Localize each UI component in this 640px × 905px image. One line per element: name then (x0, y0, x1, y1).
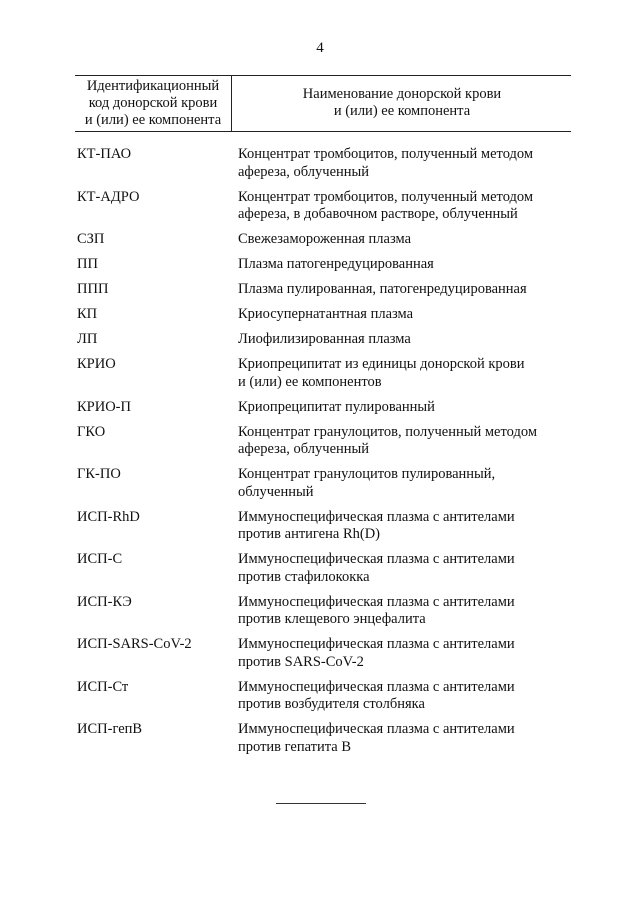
component-name-line: афереза, облученный (238, 163, 370, 180)
component-code: ГК-ПО (77, 466, 121, 482)
component-name-line: Иммуноспецифическая плазма с антителами (238, 551, 515, 567)
header-code-column (75, 76, 232, 131)
table-row (77, 466, 571, 501)
table-row (77, 509, 571, 544)
component-name (238, 331, 571, 349)
table-row (77, 636, 571, 671)
component-name-line: против антигена Rh(D) (238, 526, 380, 542)
component-name-line: Иммуноспецифическая плазма с антителами (238, 636, 515, 652)
header-code-line: Идентификационный (86, 78, 220, 94)
component-name-line: Криопреципитат из единицы донорской крови (238, 356, 525, 372)
component-name-line: Криосупернатантная плазма (238, 306, 414, 322)
component-name-line: афереза, в добавочном растворе, облученный (238, 206, 518, 222)
table-row (77, 331, 571, 349)
header-name-line: и (или) ее компонента (333, 103, 471, 119)
component-name-line: Иммуноспецифическая плазма с антителами (238, 678, 515, 695)
table-row (77, 256, 571, 274)
component-name (238, 231, 571, 249)
component-name-line: и (или) ее компонентов (238, 373, 382, 390)
component-name (238, 399, 571, 417)
table-row (77, 189, 571, 224)
component-code: КРИО-П (77, 398, 131, 415)
table-row (77, 551, 571, 586)
component-name-line: Плазма пулированная, патогенредуцированная (238, 281, 527, 297)
component-name-line: Криопреципитат пулированный (238, 398, 435, 415)
component-name-line: Концентрат тромбоцитов, полученный методом (238, 146, 534, 162)
component-name-line: против возбудителя столбняка (238, 696, 425, 712)
component-code: КП (77, 306, 98, 322)
component-code: КТ-ПАО (77, 146, 132, 162)
component-code: ЛП (77, 331, 98, 347)
table-row (77, 424, 571, 459)
component-name-line: Иммуноспецифическая плазма с антителами (238, 508, 515, 525)
component-code: ПП (77, 256, 98, 272)
component-name-line: Концентрат гранулоцитов, полученный методом (238, 423, 537, 440)
component-name (238, 636, 571, 671)
component-code: ИСП-С (77, 551, 123, 567)
component-name-line: Концентрат гранулоцитов пулированный, (238, 466, 496, 482)
component-name (238, 509, 571, 544)
component-name (238, 281, 571, 299)
component-name (238, 256, 571, 274)
component-name-line: против стафилококка (238, 568, 370, 585)
component-name-line: Иммуноспецифическая плазма с антителами (238, 593, 515, 610)
table-row (77, 356, 571, 391)
component-name-line: Свежезамороженная плазма (238, 231, 412, 247)
component-name (238, 356, 571, 391)
component-name-line: Иммуноспецифическая плазма с антителами (238, 721, 515, 737)
header-code-line: код донорской крови (88, 95, 218, 111)
table-row (77, 146, 571, 181)
component-code: ППП (77, 281, 109, 297)
component-code: ИСП-SARS-CoV-2 (77, 636, 192, 652)
table-body (77, 146, 571, 764)
table-row (77, 721, 571, 756)
component-name-line: облученный (238, 483, 314, 500)
table-row (77, 306, 571, 324)
table-row (77, 231, 571, 249)
component-name-line: против гепатита В (238, 738, 351, 755)
table-row (77, 594, 571, 629)
header-name-line: Наименование донорской крови (302, 86, 502, 102)
component-code: КРИО (77, 356, 116, 372)
component-name (238, 189, 571, 224)
component-name-line: афереза, облученный (238, 441, 370, 457)
component-name (238, 146, 571, 181)
header-code-line: и (или) ее компонента (84, 112, 222, 128)
component-name-line: против клещевого энцефалита (238, 611, 426, 627)
component-code: КТ-АДРО (77, 188, 140, 205)
component-name-line: Концентрат тромбоцитов, полученный методом (238, 188, 534, 205)
page-number: 4 (316, 40, 324, 56)
component-code: ИСП-RhD (77, 508, 140, 525)
component-name (238, 721, 571, 756)
component-code: СЗП (77, 231, 105, 247)
table-row (77, 399, 571, 417)
component-name (238, 306, 571, 324)
component-name (238, 424, 571, 459)
component-name (238, 594, 571, 629)
component-name (238, 679, 571, 714)
footer-divider (276, 803, 366, 804)
component-code: ГКО (77, 423, 106, 440)
component-code: ИСП-КЭ (77, 593, 132, 610)
table-row (77, 281, 571, 299)
component-name-line: Плазма патогенредуцированная (238, 256, 434, 272)
component-name (238, 466, 571, 501)
table-header (75, 75, 571, 132)
component-code: ИСП-Ст (77, 678, 129, 695)
component-code: ИСП-гепВ (77, 721, 143, 737)
component-name-line: Лиофилизированная плазма (238, 331, 411, 347)
component-name (238, 551, 571, 586)
component-name-line: против SARS-CoV-2 (238, 653, 364, 670)
header-name-column (233, 76, 571, 131)
table-row (77, 679, 571, 714)
